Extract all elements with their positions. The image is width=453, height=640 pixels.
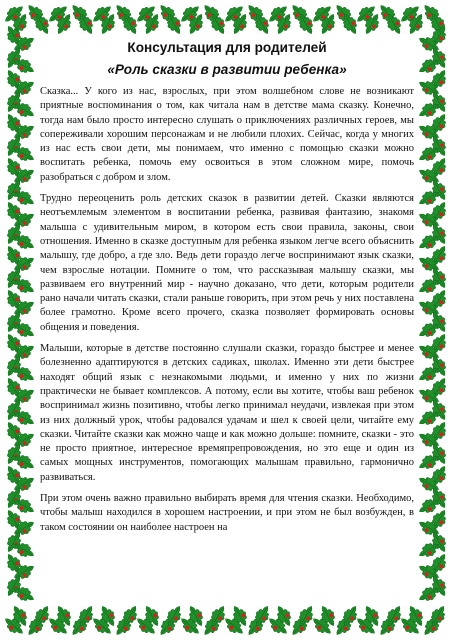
paragraph-1: Сказка... У кого из нас, взрослых, при этом волшебном слове не возникают приятные воспоминания о том, как читала нам в детстве мама сказку. Конечно, тогда нам было просто интересно слушать о приключениях различных героев, мы сопереживали хорошим персонажам и не любили плохих. Сейчас, когда у многих из нас есть свои дети, мы понимаем, что именно с помощью сказки можно воспитать ребенка, помочь ему освоиться в этом сложном мире, помочь разобраться с добром и злом. <box>40 86 414 183</box>
paragraph-4: При этом очень важно правильно выбирать время для чтения сказки. Необходимо, чтобы малыш находился в хорошем настроении, и при этом не был возбужден, в таком состоянии он наиболее настроен на <box>40 493 414 533</box>
document-title: Консультация для родителей <box>127 40 327 55</box>
document-page <box>40 38 414 606</box>
document-subtitle: «Роль сказки в развитии ребенка» <box>107 62 347 77</box>
paragraph-3: Малыши, которые в детстве постоянно слушали сказки, гораздо быстрее и менее болезненно адаптируются в детских садиках, школах. Именно эти дети быстрее находят общий язык с незнакомыми людьми, и именно у них по жизни практически не бывает комплексов. А потому, если вы хотите, чтобы ваш ребенок воспринимал жизнь позитивно, чтобы легко принимал неудачи, извлекая при этом из них должный урок, чтобы радовался удачам и шел к своей цели, читайте ему сказки. Читайте сказки как можно чаще и как можно дольше: помните, сказки - это не просто приятное, интересное времяпрепровождения, но это еще и один из самых мощных инструментов, помогающих малышам правильно, гармонично развиваться. <box>40 343 414 483</box>
paragraph-2: Трудно переоценить роль детских сказок в развитии детей. Сказки являются неотъемлемым элементом в воспитании ребенка, развивая фантазию, знакомя малыша с удивительным миром, в котором есть свои правила, законы, свои отношения. Именно в сказке доступным для ребенка языком легче всего объяснить малышу, где добро, а где зло. Ведь дети гораздо легче воспринимают язык сказки, чем взрослые нотации. Помните о том, что рассказывая малышу сказки, мы развиваем его внутренний мир - научно доказано, что дети, которым родители рано начали читать сказки, стали раньше говорить, при этом речь у них поставлена более грамотно. Кроме всего прочего, сказка позволяет формировать основы общения и поведения. <box>40 193 414 333</box>
